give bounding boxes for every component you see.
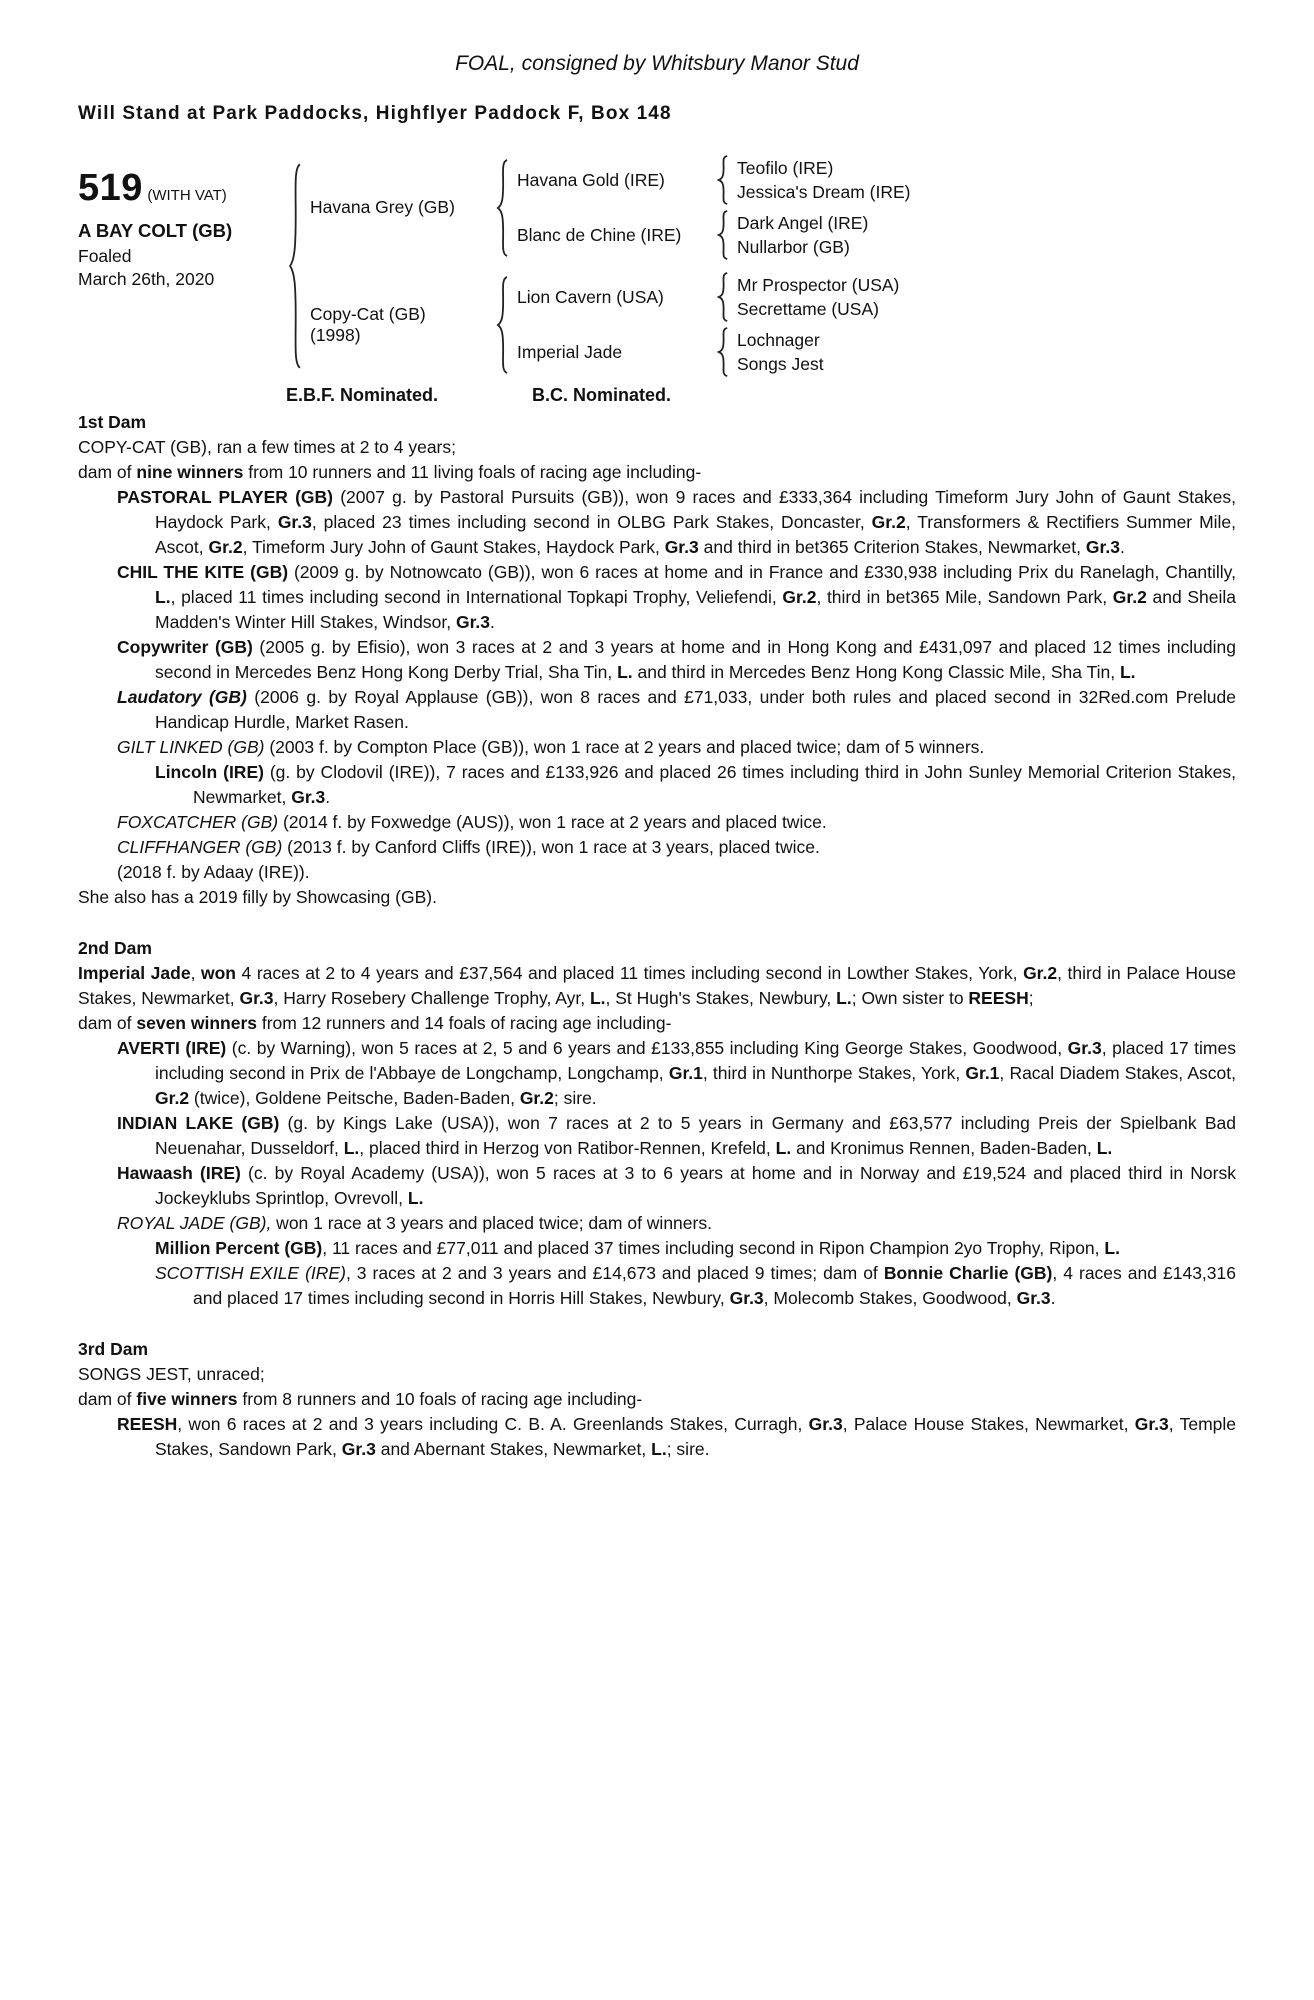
text-run: L. — [836, 988, 852, 1008]
text-run: Gr.3 — [455, 612, 491, 632]
text-run: ; — [1028, 988, 1034, 1008]
text-run: L. — [617, 662, 633, 682]
pedigree-block — [78, 155, 1236, 377]
text-run: , third in Palace House Stakes, Newmarket, — [78, 963, 1236, 1008]
text-run: (g. by Clodovil (IRE)), 7 races and £133,926 and placed 26 times including third in John Sunley Memorial Criterion Stakes, Newmarket, — [193, 762, 1236, 807]
text-run: won — [201, 963, 236, 983]
dam-sire-dam-name: Secrettame (USA) — [737, 299, 879, 319]
pedigree-paragraph — [78, 560, 1236, 635]
sire-dam-parents — [737, 211, 868, 259]
dam-year: (1998) — [310, 324, 361, 345]
text-run: from 12 runners and 14 foals of racing age including- — [257, 1013, 672, 1033]
sire-sire-parents — [737, 156, 911, 204]
pedigree-paragraph — [78, 735, 1236, 760]
stand-location: Will Stand at Park Paddocks, Highflyer Paddock F, Box 148 — [78, 103, 672, 124]
dam-sire-name: Lion Cavern (USA) — [517, 286, 664, 307]
lot-number-line — [78, 167, 286, 210]
text-run: Gr.2 — [1112, 587, 1147, 607]
text-run: Laudatory (GB) — [117, 687, 247, 707]
text-run: Gr.2 — [871, 512, 906, 532]
text-run: Gr.3 — [239, 988, 274, 1008]
text-run: Hawaash (IRE) — [117, 1163, 241, 1183]
pedigree-paragraph — [78, 760, 1236, 810]
text-run: Gr.2 — [208, 537, 243, 557]
text-run: SCOTTISH EXILE (IRE) — [155, 1263, 346, 1283]
text-run: L. — [1096, 1138, 1113, 1158]
text-run: L. — [343, 1138, 360, 1158]
text-run: (c. by Royal Academy (USA)), won 5 races at 3 to 6 years at home and in Norway and £19,524 and placed third in Norsk Jockeyklubs Sprintlop, Ovrevoll, — [155, 1163, 1236, 1208]
text-run: L. — [775, 1138, 792, 1158]
pedigree-tree — [286, 155, 911, 377]
sire-gen2-column — [517, 155, 911, 260]
lot-description: A BAY COLT (GB) — [78, 220, 233, 241]
text-run: Gr.2 — [1023, 963, 1058, 983]
pedigree-paragraph — [78, 1387, 1236, 1412]
lot-number: 519 — [78, 167, 143, 209]
text-run: L. — [589, 988, 606, 1008]
pedigree-paragraph — [78, 485, 1236, 560]
text-run: (c. by Warning), won 5 races at 2, 5 and 6 years and £133,855 including King George Stakes, Goodwood, — [226, 1038, 1068, 1058]
dam-name: Copy-Cat (GB) — [310, 303, 426, 324]
text-run: , third in Nunthorpe Stakes, York, — [702, 1063, 966, 1083]
brace-icon — [717, 327, 729, 377]
foaled-label: Foaled — [78, 246, 132, 266]
text-run: . — [490, 612, 495, 632]
brace-icon — [496, 275, 509, 375]
text-run: nine winners — [136, 462, 244, 482]
lot-vat: (WITH VAT) — [147, 187, 227, 204]
text-run: Gr.1 — [668, 1063, 703, 1083]
text-run: and Abernant Stakes, Newmarket, — [375, 1439, 652, 1459]
text-run: , 11 races and £77,011 and placed 37 times including second in Ripon Champion 2yo Trophy, Ripon, — [322, 1238, 1105, 1258]
text-run: Bonnie Charlie (GB) — [883, 1263, 1053, 1283]
brace-icon — [288, 160, 302, 372]
text-run: Lincoln (IRE) — [155, 762, 264, 782]
dam-half — [310, 272, 911, 377]
sire-name: Havana Grey (GB) — [310, 197, 455, 217]
text-run: five winners — [136, 1389, 238, 1409]
text-run: , placed 11 times including second in International Topkapi Trophy, Veliefendi, — [170, 587, 783, 607]
text-run: INDIAN LAKE (GB) — [117, 1113, 280, 1133]
text-run: (2007 g. by Pastoral Pursuits (GB)), won 9 races and £333,364 including Timeform Jury John of Gaunt Stakes, Haydock Park, — [155, 487, 1236, 532]
text-run: Million Percent (GB) — [155, 1238, 323, 1258]
text-run: dam of — [78, 1389, 137, 1409]
text-run: PASTORAL PLAYER (GB) — [117, 487, 334, 507]
pedigree-paragraph — [78, 435, 1236, 460]
sire-dam-dam-name: Nullarbor (GB) — [737, 237, 850, 257]
pedigree-paragraph — [78, 685, 1236, 735]
text-run: (2009 g. by Notnowcato (GB)), won 6 races at home and in France and £330,938 including Prix du Ranelagh, Chantilly, — [288, 562, 1236, 582]
text-run: dam of — [78, 462, 137, 482]
text-run: (2018 f. by Adaay (IRE)). — [117, 862, 310, 882]
lot-block — [78, 155, 286, 377]
text-run: (2005 g. by Efisio), won 3 races at 2 and 3 years at home and in Hong Kong and £431,097 and placed 12 times including second in Mercedes Benz Hong Kong Derby Trial, Sha Tin, — [155, 637, 1236, 682]
sire-sire-name: Havana Gold (IRE) — [517, 169, 665, 190]
pedigree-paragraph — [78, 1362, 1236, 1387]
pedigree-paragraph — [78, 1211, 1236, 1236]
pedigree-paragraph — [78, 1036, 1236, 1111]
text-run: , St Hugh's Stakes, Newbury, — [605, 988, 837, 1008]
brace-icon — [496, 158, 509, 258]
text-run: FOXCATCHER (GB) — [117, 812, 279, 832]
text-run: from 10 runners and 11 living foals of racing age including- — [243, 462, 702, 482]
dam-sire-parents — [737, 273, 899, 321]
pedigree-paragraph — [78, 1412, 1236, 1462]
consignment-title: FOAL, consigned by Whitsbury Manor Stud — [455, 52, 859, 75]
text-run: from 8 runners and 10 foals of racing age including- — [237, 1389, 643, 1409]
text-run: Gr.2 — [782, 587, 817, 607]
text-run: . — [325, 787, 331, 807]
text-run: Gr.3 — [808, 1414, 843, 1434]
dam-dam-sire-name: Lochnager — [737, 330, 820, 350]
ebf-nominated: E.B.F. Nominated. — [286, 385, 439, 405]
text-run: REESH — [968, 988, 1029, 1008]
text-run: L. — [1119, 662, 1136, 682]
text-run: and Kronimus Rennen, Baden-Baden, — [791, 1138, 1097, 1158]
text-run: (2013 f. by Canford Cliffs (IRE)), won 1 race at 3 years, placed twice. — [282, 837, 820, 857]
text-run: dam of — [78, 1013, 137, 1033]
text-run: seven winners — [136, 1013, 257, 1033]
text-run: L. — [1104, 1238, 1120, 1258]
text-run: SONGS JEST, unraced; — [78, 1364, 265, 1384]
text-run: , 3 races at 2 and 3 years and £14,673 and placed 9 times; dam of — [345, 1263, 884, 1283]
text-run: She also has a 2019 filly by Showcasing (GB). — [78, 887, 437, 907]
text-run: , Harry Rosebery Challenge Trophy, Ayr, — [273, 988, 590, 1008]
text-run: COPY-CAT (GB), ran a few times at 2 to 4 years; — [78, 437, 457, 457]
text-run: . — [1119, 537, 1125, 557]
pedigree-paragraph — [78, 835, 1236, 860]
text-run: ; sire. — [553, 1088, 597, 1108]
sire-dam-name: Blanc de Chine (IRE) — [517, 224, 682, 245]
text-run: , — [190, 963, 201, 983]
sire-sire-dam-name: Jessica's Dream (IRE) — [737, 182, 911, 202]
dam-dam-parents — [737, 328, 824, 376]
pedigree-paragraph — [78, 860, 1236, 885]
text-run: and third in bet365 Criterion Stakes, Newmarket, — [698, 537, 1086, 557]
sire-sire-block — [517, 155, 911, 205]
text-run: Gr.2 — [519, 1088, 554, 1108]
dam-sire-sire-name: Mr Prospector (USA) — [737, 275, 900, 295]
section-heading-2: 2nd Dam — [78, 938, 152, 958]
gen1-column — [310, 155, 911, 377]
sire-sire-sire-name: Teofilo (IRE) — [737, 158, 834, 178]
dam-sire-block — [517, 272, 899, 322]
dam-gen2-column — [517, 272, 899, 377]
bc-nominated: B.C. Nominated. — [532, 385, 672, 405]
text-run: L. — [155, 587, 171, 607]
dam-dam-dam-name: Songs Jest — [737, 354, 824, 374]
catalogue-page — [78, 52, 1236, 1462]
text-run: AVERTI (IRE) — [117, 1038, 227, 1058]
text-run: , Temple Stakes, Sandown Park, — [155, 1414, 1237, 1459]
text-run: , Timeform Jury John of Gaunt Stakes, Haydock Park, — [242, 537, 665, 557]
text-run: , third in bet365 Mile, Sandown Park, — [816, 587, 1113, 607]
dam-sections — [78, 410, 1236, 1462]
dam-name-block — [310, 304, 494, 346]
text-run: Gr.2 — [155, 1088, 190, 1108]
text-run: and Sheila Madden's Winter Hill Stakes, Windsor, — [155, 587, 1236, 632]
sire-half — [310, 155, 911, 260]
text-run: , placed 17 times including second in Prix de l'Abbaye de Longchamp, Longchamp, — [155, 1038, 1236, 1083]
text-run: , placed third in Herzog von Ratibor-Rennen, Krefeld, — [359, 1138, 776, 1158]
text-run: (2006 g. by Royal Applause (GB)), won 8 races and £71,033, under both rules and placed second in 32Red.com Prelude Handicap Hurdle, Market Rasen. — [155, 687, 1236, 732]
text-run: GILT LINKED (GB) — [117, 737, 265, 757]
text-run: , 4 races and £143,316 and placed 17 times including second in Horris Hill Stakes, Newbury, — [193, 1263, 1236, 1308]
text-run: Imperial Jade — [78, 963, 191, 983]
text-run: (2003 f. by Compton Place (GB)), won 1 race at 2 years and placed twice; dam of 5 winners. — [264, 737, 985, 757]
text-run: CHIL THE KITE (GB) — [117, 562, 289, 582]
brace-icon — [717, 210, 729, 260]
pedigree-paragraph — [78, 1261, 1236, 1311]
brace-icon — [717, 155, 729, 205]
section-heading-3: 3rd Dam — [78, 1339, 149, 1359]
text-run: won 1 race at 3 years and placed twice; dam of winners. — [271, 1213, 712, 1233]
text-run: 4 races at 2 to 4 years and £37,564 and placed 11 times including second in Lowther Stakes, York, — [236, 963, 1024, 983]
pedigree-paragraph — [78, 460, 1236, 485]
text-run: L. — [407, 1188, 424, 1208]
pedigree-paragraph — [78, 1111, 1236, 1161]
text-run: ; Own sister to — [851, 988, 969, 1008]
text-run: (g. by Kings Lake (USA)), won 7 races at 2 to 5 years in Germany and £63,577 including Preis der Spielbank Bad Neuenahar, Dusseldorf, — [155, 1113, 1237, 1158]
nominations-line — [286, 385, 1236, 406]
pedigree-paragraph — [78, 810, 1236, 835]
pedigree-paragraph — [78, 1011, 1236, 1036]
text-run: REESH — [117, 1414, 178, 1434]
text-run: and third in Mercedes Benz Hong Kong Classic Mile, Sha Tin, — [632, 662, 1120, 682]
text-run: Gr.1 — [965, 1063, 1000, 1083]
sire-dam-block — [517, 210, 911, 260]
text-run: CLIFFHANGER (GB) — [117, 837, 283, 857]
text-run: Gr.3 — [664, 537, 699, 557]
dam-dam-block — [517, 327, 899, 377]
dam-dam-name: Imperial Jade — [517, 341, 623, 362]
text-run: Gr.3 — [729, 1288, 764, 1308]
text-run: (2014 f. by Foxwedge (AUS)), won 1 race at 2 years and placed twice. — [278, 812, 827, 832]
text-run: , placed 23 times including second in OLBG Park Stakes, Doncaster, — [311, 512, 872, 532]
brace-icon — [717, 272, 729, 322]
text-run: , Palace House Stakes, Newmarket, — [842, 1414, 1135, 1434]
pedigree-paragraph — [78, 961, 1236, 1011]
text-run: Gr.3 — [1085, 537, 1120, 557]
text-run: Gr.3 — [291, 787, 326, 807]
pedigree-paragraph — [78, 1161, 1236, 1211]
text-run: Gr.3 — [341, 1439, 376, 1459]
text-run: , won 6 races at 2 and 3 years including C. B. A. Greenlands Stakes, Curragh, — [177, 1414, 809, 1434]
text-run: , Racal Diadem Stakes, Ascot, — [999, 1063, 1236, 1083]
text-run: . — [1050, 1288, 1056, 1308]
sire-dam-sire-name: Dark Angel (IRE) — [737, 213, 869, 233]
text-run: , Transformers & Rectifiers Summer Mile, Ascot, — [155, 512, 1237, 557]
pedigree-paragraph — [78, 1236, 1236, 1261]
pedigree-paragraph — [78, 885, 1236, 910]
text-run: Copywriter (GB) — [117, 637, 253, 657]
text-run: L. — [651, 1439, 667, 1459]
foaled-date: March 26th, 2020 — [78, 269, 215, 289]
text-run: ; sire. — [666, 1439, 710, 1459]
text-run: ROYAL JADE (GB), — [117, 1213, 272, 1233]
text-run: Gr.3 — [1016, 1288, 1051, 1308]
text-run: Gr.3 — [277, 512, 312, 532]
text-run: Gr.3 — [1067, 1038, 1102, 1058]
text-run: Gr.3 — [1134, 1414, 1169, 1434]
text-run: (twice), Goldene Peitsche, Baden-Baden, — [189, 1088, 520, 1108]
section-heading-1: 1st Dam — [78, 412, 147, 432]
text-run: , Molecomb Stakes, Goodwood, — [763, 1288, 1017, 1308]
pedigree-paragraph — [78, 635, 1236, 685]
